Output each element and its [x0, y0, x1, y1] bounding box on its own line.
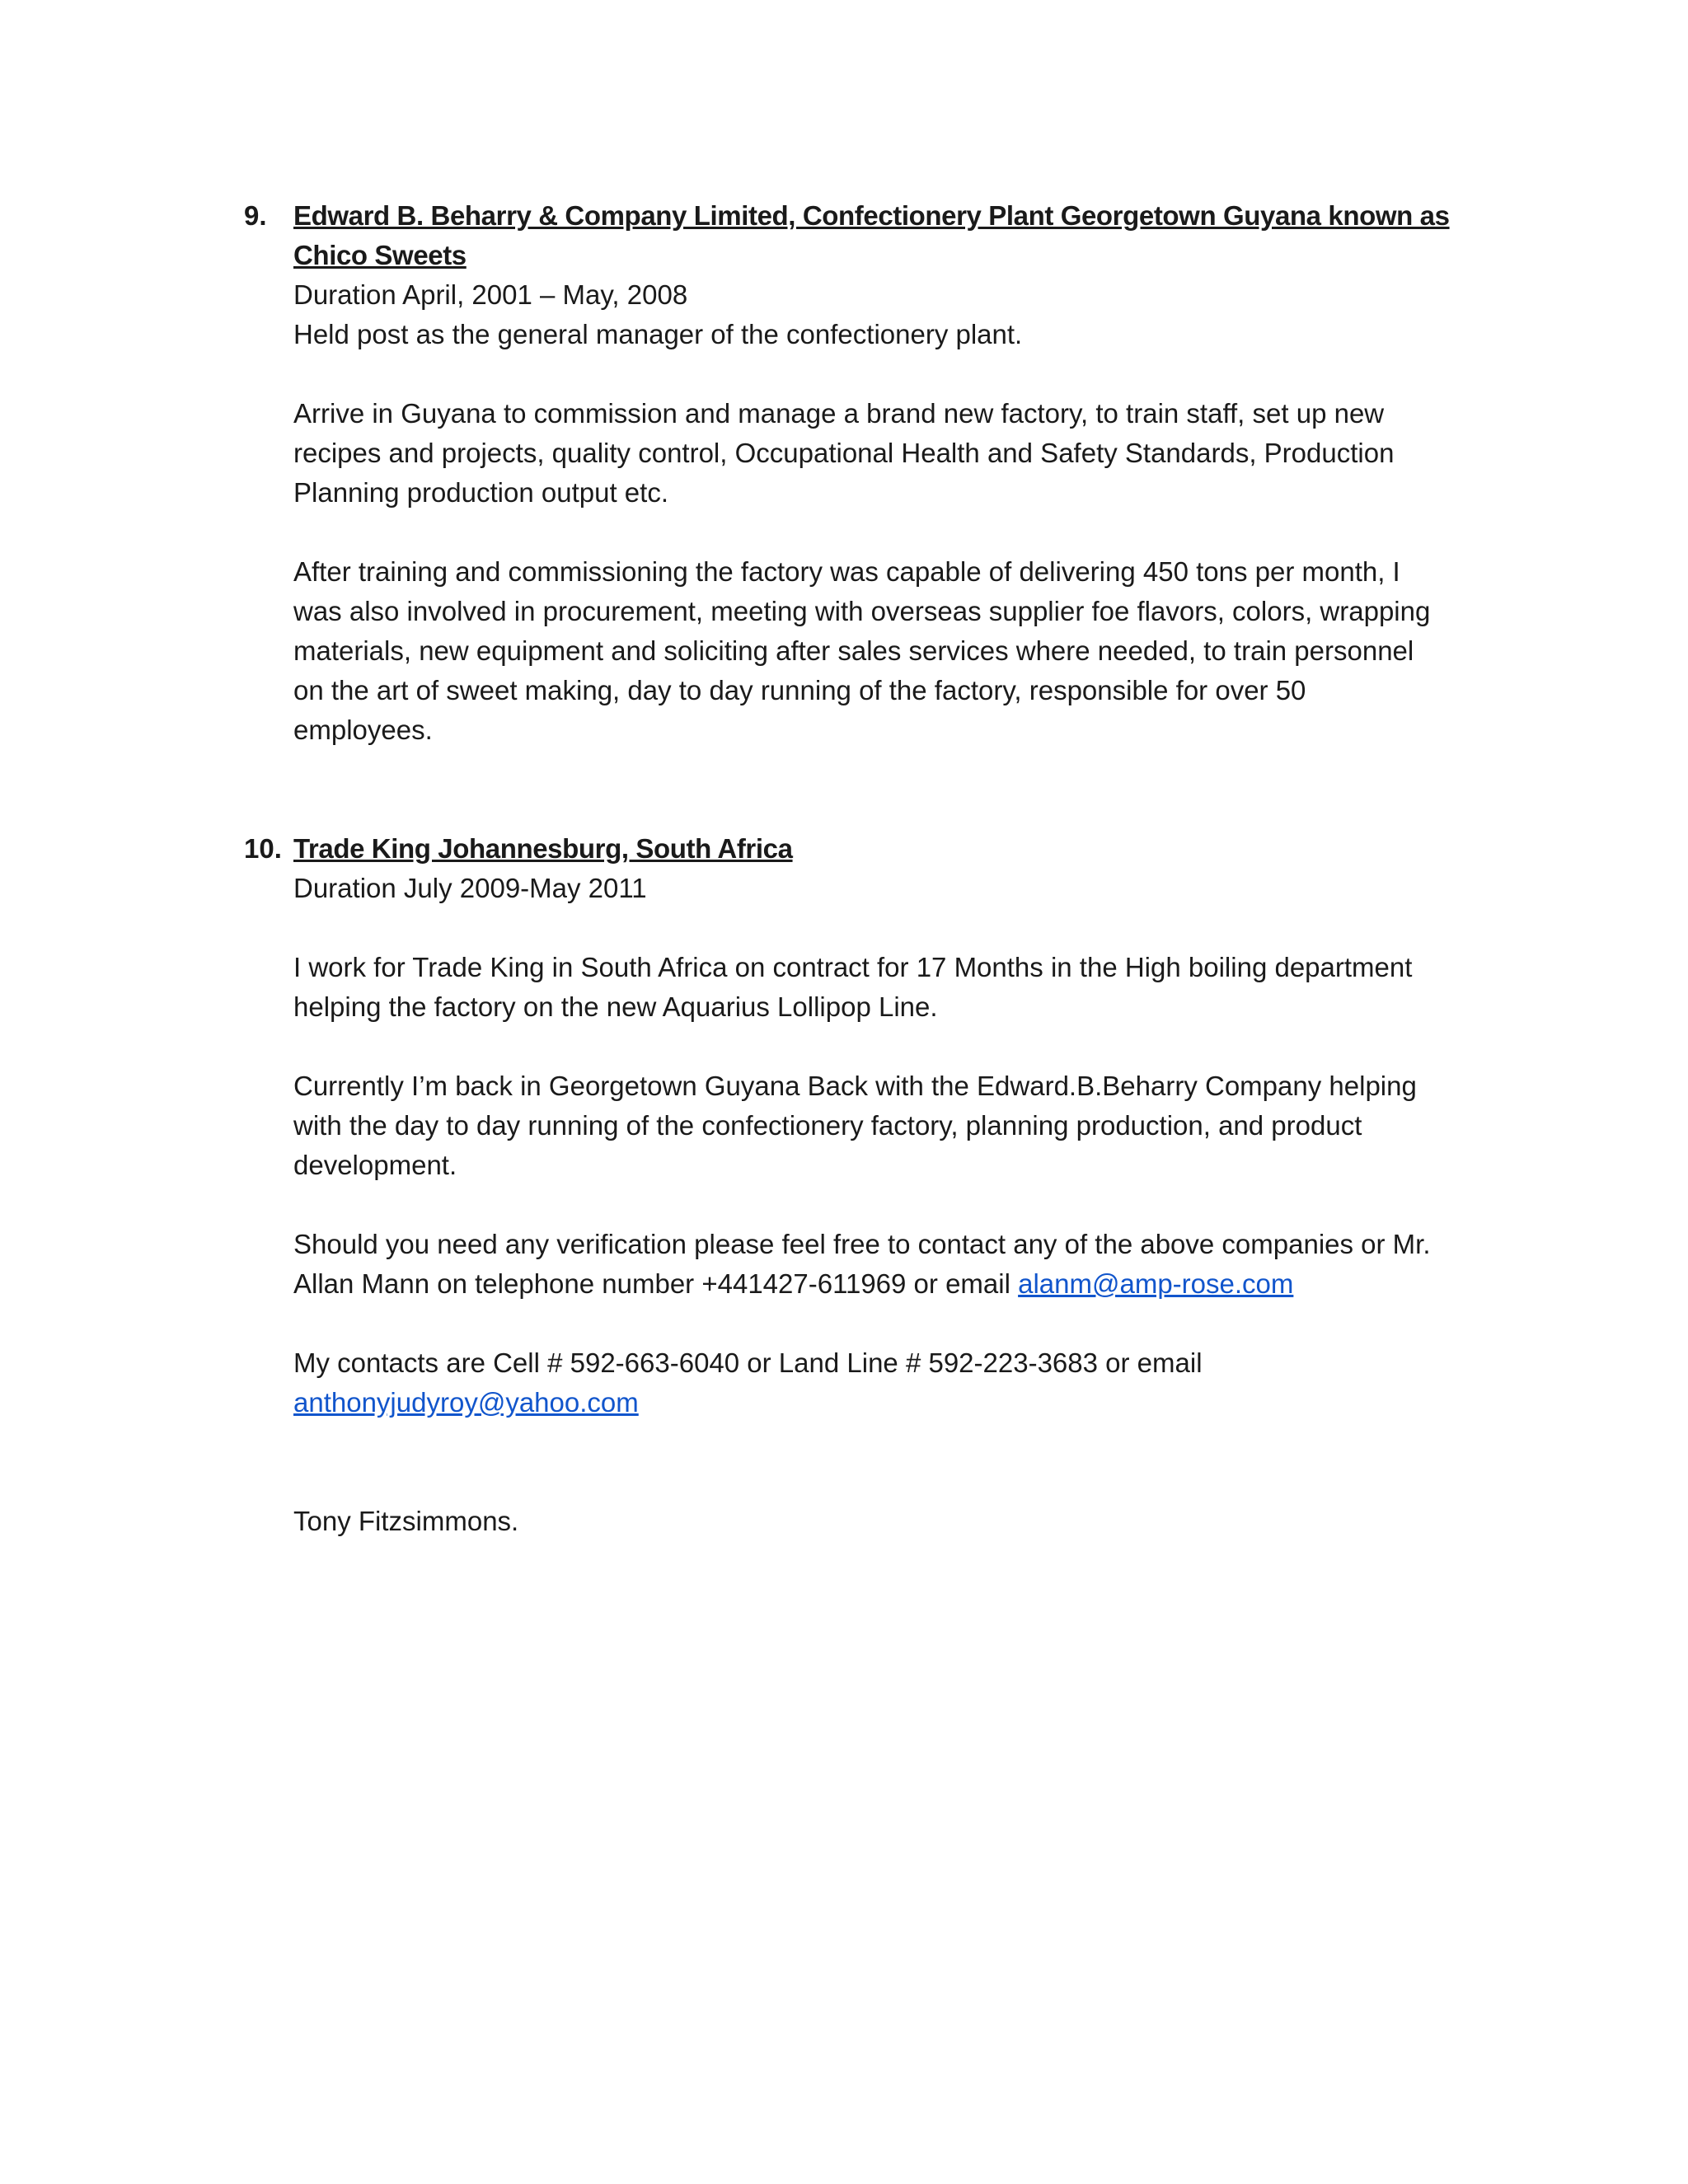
- paragraph-line: recipes and projects, quality control, Occupational Health and Safety Standards, Production: [293, 438, 1395, 468]
- contacts-paragraph: [293, 1343, 1464, 1422]
- paragraph-line: [293, 1383, 1464, 1422]
- paragraph-line: Should you need any verification please feel free to contact any of the above companies or Mr.: [293, 1229, 1431, 1259]
- heading-line: Chico Sweets: [293, 240, 467, 270]
- verification-paragraph: [293, 1225, 1464, 1304]
- role-text: Held post as the general manager of the confectionery plant.: [293, 319, 1023, 349]
- entry-body: [293, 829, 1464, 1541]
- paragraph-line: employees.: [293, 715, 433, 745]
- entry-heading: [293, 196, 1464, 275]
- paragraph-line: Planning production output etc.: [293, 477, 668, 508]
- signature: [293, 1502, 1464, 1541]
- entry-number: 9.: [244, 200, 267, 231]
- entry-number: 10.: [244, 833, 282, 864]
- paragraph-line: was also involved in procurement, meeting with overseas supplier foe flavors, colors, wrapping: [293, 596, 1431, 626]
- reference-email-link[interactable]: alanm@amp-rose.com: [1018, 1268, 1294, 1299]
- paragraph: [293, 1066, 1464, 1185]
- paragraph: [293, 948, 1464, 1027]
- entry-body: [293, 196, 1464, 750]
- paragraph-line: [293, 1264, 1464, 1304]
- paragraph-line: on the art of sweet making, day to day running of the factory, responsible for over 50: [293, 675, 1306, 705]
- heading-line: Edward B. Beharry & Company Limited, Confectionery Plant Georgetown Guyana known as: [293, 200, 1450, 231]
- verification-text: Allan Mann on telephone number +441427-611969 or email: [293, 1268, 1019, 1299]
- paragraph-line: My contacts are Cell # 592-663-6040 or Land Line # 592-223-3683 or email: [293, 1347, 1203, 1378]
- paragraph-line: with the day to day running of the confectionery factory, planning production, and product: [293, 1110, 1362, 1141]
- paragraph-line: development.: [293, 1150, 457, 1180]
- paragraph-line: Arrive in Guyana to commission and manage a brand new factory, to train staff, set up new: [293, 398, 1385, 429]
- entry-10: [244, 829, 1464, 1541]
- personal-email-link[interactable]: anthonyjudyroy@yahoo.com: [293, 1387, 639, 1418]
- paragraph: [293, 394, 1464, 513]
- duration-text: Duration July 2009-May 2011: [293, 873, 647, 903]
- signature-text: Tony Fitzsimmons.: [293, 1506, 519, 1536]
- paragraph-line: I work for Trade King in South Africa on contract for 17 Months in the High boiling department: [293, 952, 1413, 982]
- paragraph: [293, 552, 1464, 750]
- paragraph-line: helping the factory on the new Aquarius Lollipop Line.: [293, 991, 938, 1022]
- paragraph-line: After training and commissioning the factory was capable of delivering 450 tons per month, I: [293, 556, 1400, 587]
- heading-line: Trade King Johannesburg, South Africa: [293, 833, 793, 864]
- duration-text: Duration April, 2001 – May, 2008: [293, 279, 688, 310]
- paragraph-line: Currently I’m back in Georgetown Guyana Back with the Edward.B.Beharry Company helping: [293, 1071, 1417, 1101]
- entry-heading: [293, 829, 1464, 869]
- entry-9: [244, 196, 1464, 750]
- paragraph-line: materials, new equipment and soliciting after sales services where needed, to train personnel: [293, 635, 1414, 666]
